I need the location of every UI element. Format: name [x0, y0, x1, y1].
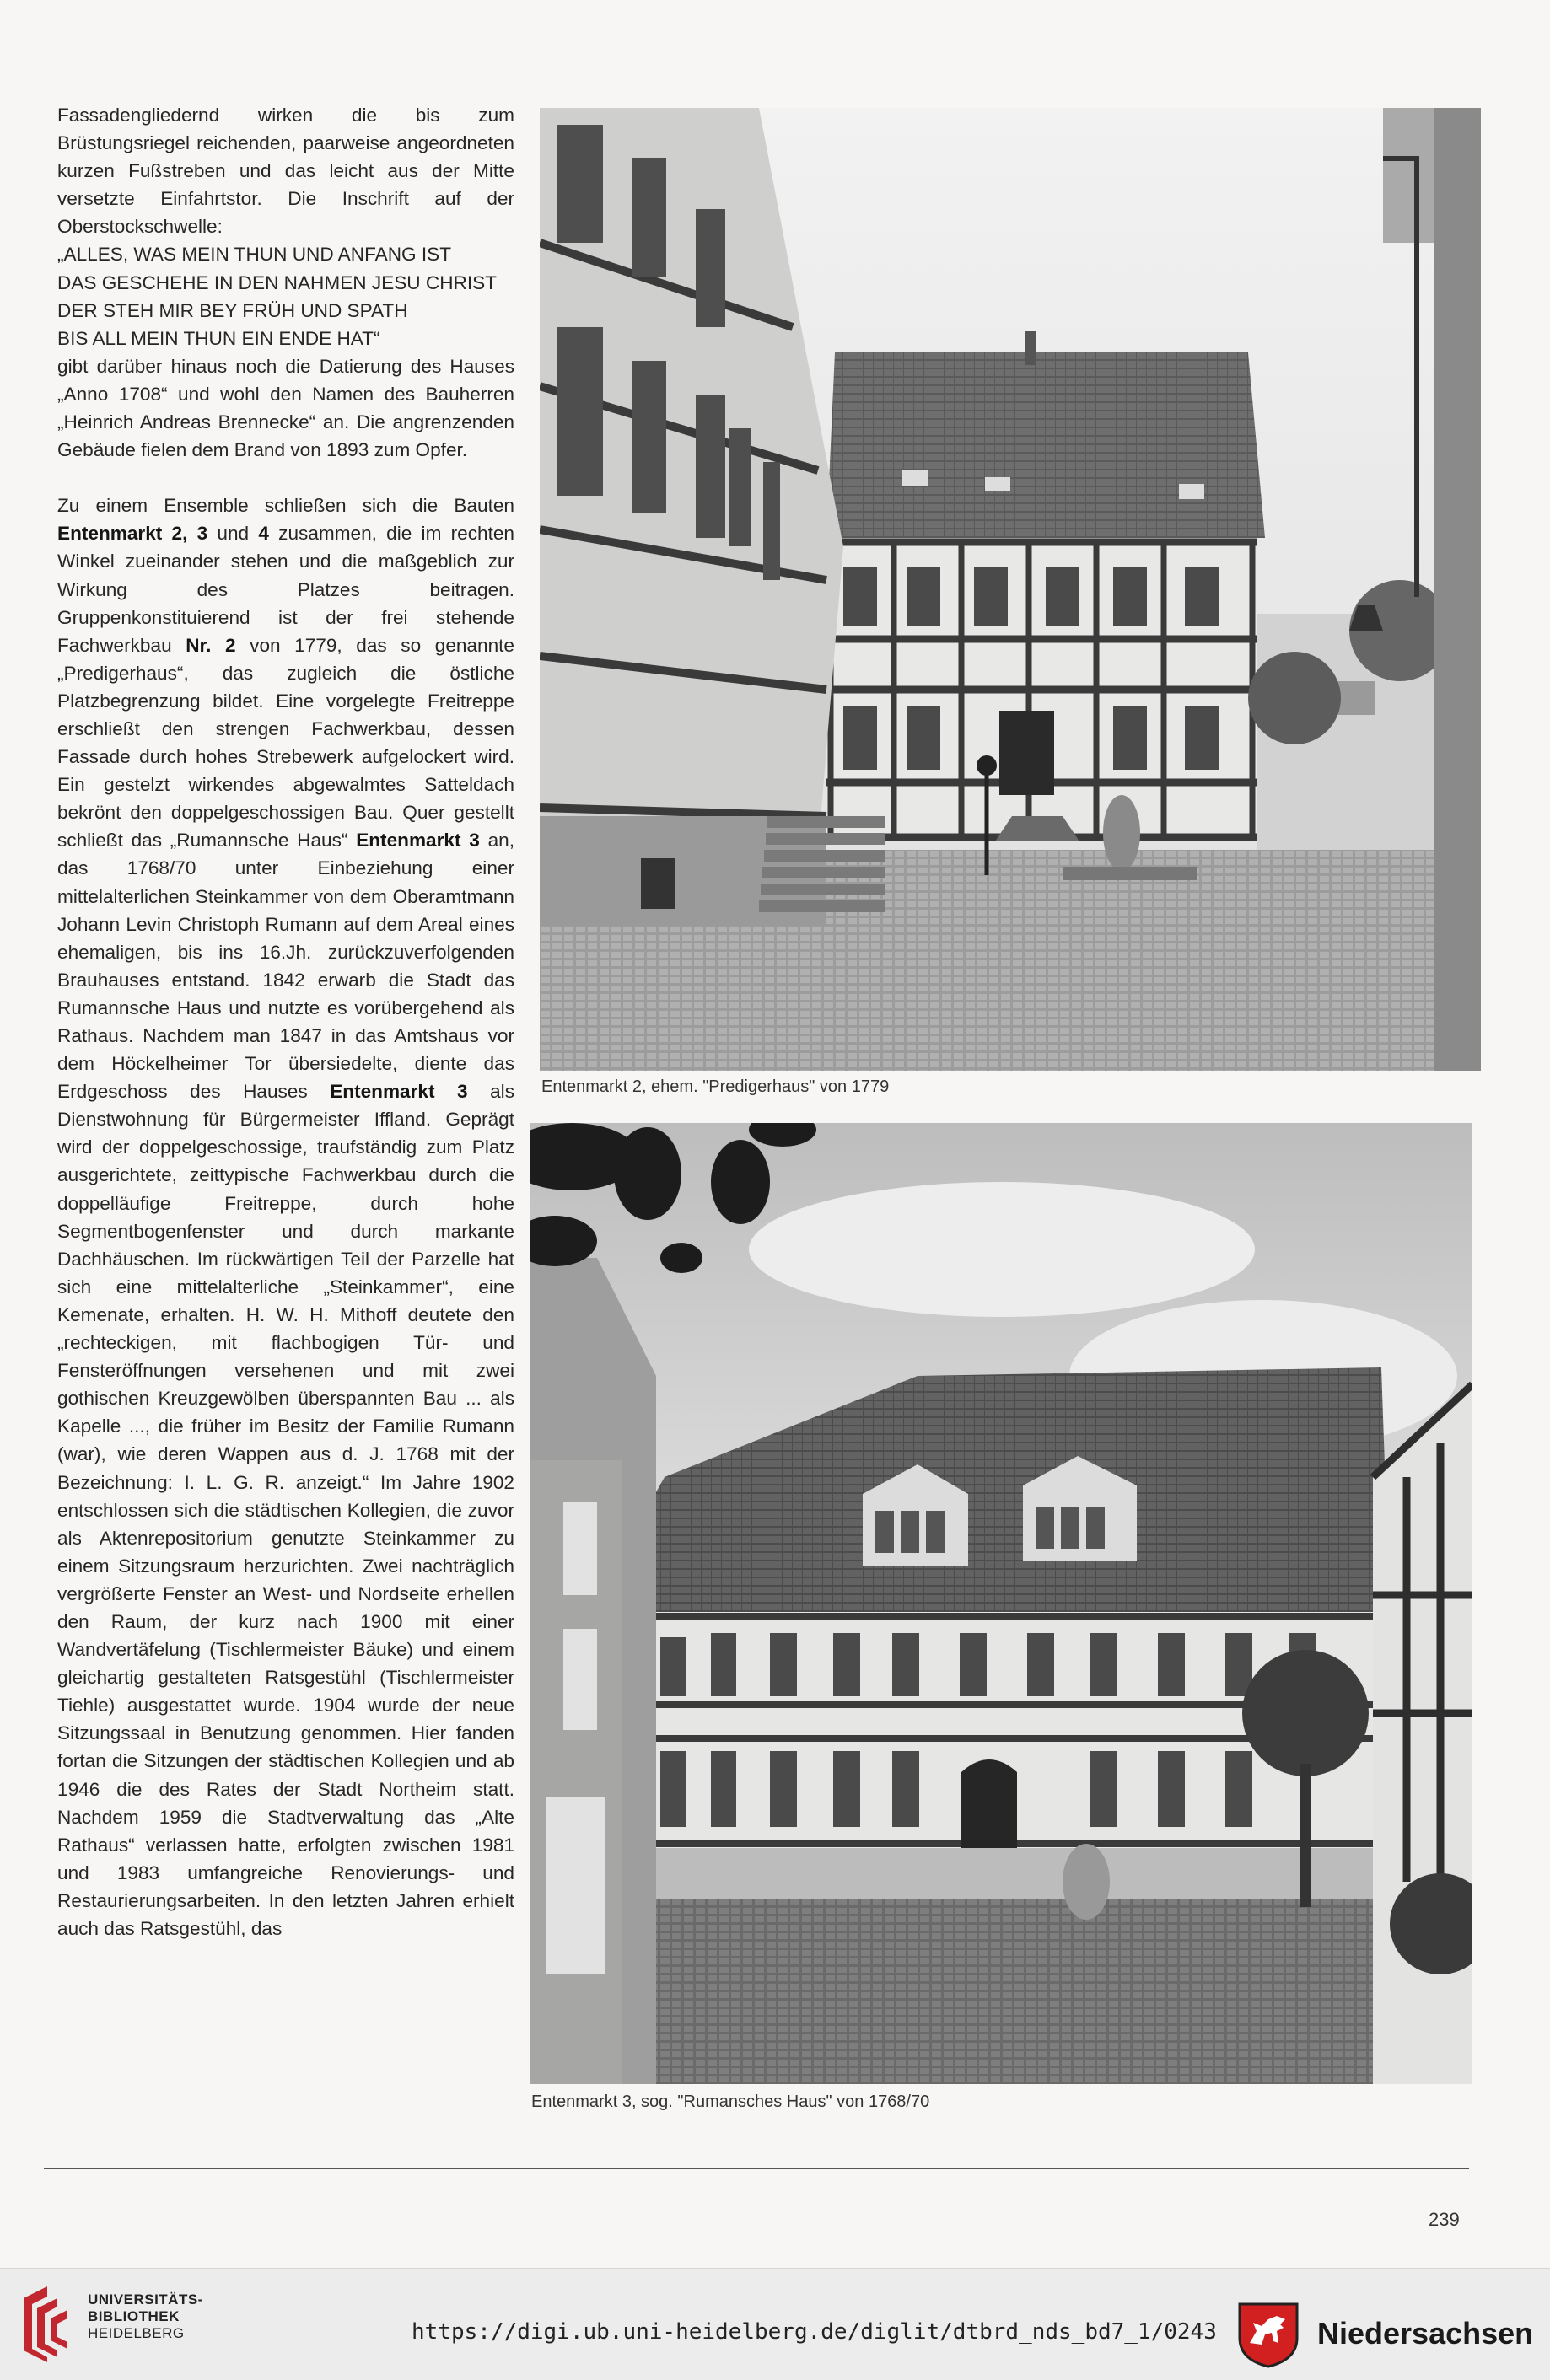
p2-bold-address-5: Entenmarkt 3 [330, 1081, 468, 1103]
inscription-line-4: BIS ALL MEIN THUN EIN ENDE HAT“ [57, 327, 380, 349]
library-name[interactable] [88, 2291, 203, 2342]
paragraph-1 [57, 101, 514, 464]
page-number: 239 [1429, 2209, 1460, 2230]
p2-bold-address-4: Entenmarkt 3 [356, 830, 480, 852]
caption-photo-1: Entenmarkt 2, ehem. "Predigerhaus" von 1779 [541, 1077, 890, 1096]
photo-rumansches-haus [530, 1123, 1472, 2084]
p2-text-f: als Dienstwohnung für Bürgermeister Iffland. Geprägt wird der doppelgeschossige, traufständig zum Platz ausgerichtete, zeittypische Fachwerkbau durch die doppelläufige Freitreppe, durch hohe Segmentbogenfenster und durch markante Dachhäuschen. Im rückwärtigen Teil der Parzelle hat sich eine mittelalterliche „Steinkammer“, eine Kemenate, erhalten. H. W. H. Mithoff deutete den „rechteckigen, mit flachbogigen Tür- und Fensteröffnungen versehenen und mit zwei gothischen Kreuzgewölben überspannten Bau ... als Kapelle ..., die früher im Besitz der Familie Rumann (war), wie deren Wappen aus d. J. 1768 mit der Bezeichnung: I. L. G. R. anzeigt.“ Im Jahre 1902 entschlossen sich die städtischen Kollegien, die zuvor als Aktenrepositorium genutzte Steinkammer zu einem Sitzungsraum herzurichten. Zwei nachträglich vergrößerte Fenster an West- und Nordseite erhellen den Raum, der kurz nach 1900 mit einer Wandvertäfelung (Tischlermeister Bäuke) und einem gleichartig gestalteten Ratsgestühl (Tischlermeister Tiehle) ausgestattet wurde. 1904 wurde der neue Sitzungssaal in Benutzung genommen. Hier fanden fortan die Sitzungen der städtischen Kollegien und ab 1946 die des Rates der Stadt Northeim statt. Nachdem 1959 die Stadtverwaltung das „Alte Rathaus“ verlassen hatte, erfolgten zwischen 1981 und 1983 umfangreiche Renovierungs- und Restaurierungsarbeiten. In den letzten Jahren erhielt auch das Ratsgestühl, das [57, 1081, 514, 1939]
paragraph-2 [57, 492, 514, 1942]
inscription-line-1: „ALLES, WAS MEIN THUN UND ANFANG IST [57, 244, 452, 266]
digitization-footer [0, 2268, 1550, 2380]
library-name-line-3: HEIDELBERG [88, 2325, 185, 2341]
p2-text-e: an, das 1768/70 unter Einbeziehung einer mittelalterlichen Steinkammer von dem Oberamtmann Johann Levin Christoph Rumann auf dem Areal eines ehemaligen, bis ins 16.Jh. zurückzuverfolgenden Brauhauses entstand. 1842 erwarb die Stadt das Rumannsche Haus und nutzte es vorübergehend als Rathaus. Nachdem man 1847 in das Amtshaus vor dem Höckelheimer Tor übersiedelte, diente das Erdgeschoss des Hauses [57, 830, 514, 1103]
library-name-line-1: UNIVERSITÄTS- [88, 2291, 203, 2307]
library-name-line-2: BIBLIOTHEK [88, 2308, 180, 2324]
paragraph-1-end: gibt darüber hinaus noch die Datierung des Hauses „Anno 1708“ und wohl den Namen des Bauherren „Heinrich Andreas Brennecke“ an. Die angrenzenden Gebäude fielen dem Brand von 1893 zum Opfer. [57, 355, 514, 461]
p2-text-d: von 1779, das so genannte „Predigerhaus“, das zugleich die östliche Platzbegrenzung bildet. Eine vorgelegte Freitreppe erschließt den strengen Fachwerkbau, dessen Fassade durch hohes Strebewerk aufgelockert wird. Ein gestelzt wirkendes abgewalmtes Satteldach bekrönt den doppelgeschossigen Bau. Quer gestellt schließt das „Rumannsche Haus“ [57, 634, 515, 852]
p2-bold-address-1: Entenmarkt 2, 3 [57, 523, 208, 545]
document-url-link[interactable]: https://digi.ub.uni-heidelberg.de/diglit/dtbrd_nds_bd7_1/0243 [412, 2319, 1217, 2345]
p2-bold-address-3: Nr. 2 [186, 634, 236, 656]
state-name[interactable]: Niedersachsen [1317, 2316, 1534, 2350]
niedersachsen-horse-logo-icon[interactable] [1236, 2301, 1300, 2368]
photo-predigerhaus [540, 108, 1481, 1071]
footer-rule [44, 2168, 1469, 2169]
p2-bold-address-2: 4 [258, 523, 269, 545]
paragraph-1-intro: Fassadengliedernd wirken die bis zum Brüstungsriegel reichenden, paarweise angeordneten kurzen Fußstreben und das leicht aus der Mitte versetzte Einfahrtstor. Die Inschrift auf der Oberstockschwelle: [57, 105, 514, 238]
p2-text-b: und [217, 523, 250, 545]
ub-heidelberg-logo-icon[interactable] [17, 2281, 74, 2366]
p2-text-a: Zu einem Ensemble schließen sich die Bauten [57, 495, 514, 517]
p2-text-c: zusammen, die im rechten Winkel zueinander stehen und die maßgeblich zur Wirkung des Platzes beitragen. Gruppenkonstituierend ist der frei stehende Fachwerkbau [57, 523, 514, 656]
caption-photo-2: Entenmarkt 3, sog. "Rumansches Haus" von 1768/70 [531, 2093, 930, 2111]
body-text-column [57, 101, 514, 1942]
inscription-line-3: DER STEH MIR BEY FRÜH UND SPATH [57, 299, 408, 321]
inscription-line-2: DAS GESCHEHE IN DEN NAHMEN JESU CHRIST [57, 271, 497, 293]
